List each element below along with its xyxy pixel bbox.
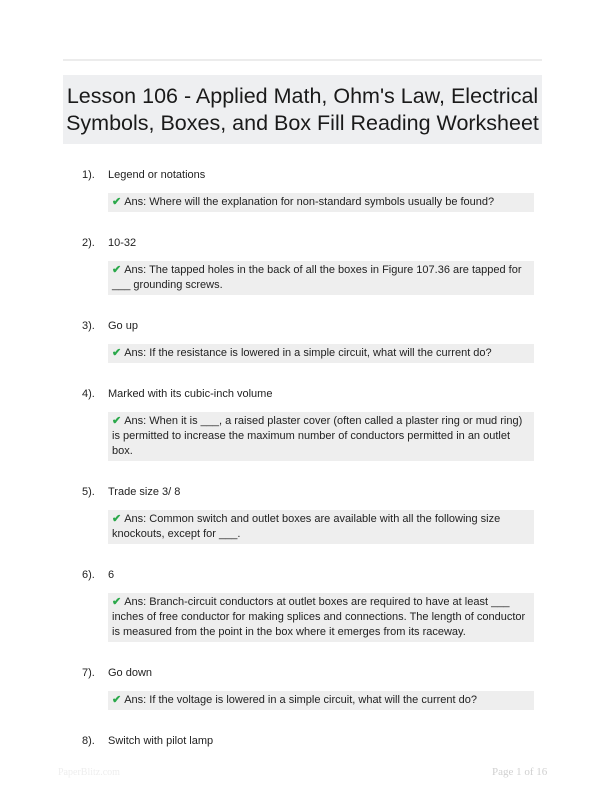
page-title: Lesson 106 - Applied Math, Ohm's Law, Electrical Symbols, Boxes, and Box Fill Reading Worksheet [66, 83, 539, 135]
list-item [0, 567, 606, 642]
checkmark-icon: ✔ [112, 196, 122, 208]
item-number: 7). [82, 667, 95, 679]
checkmark-icon: ✔ [112, 596, 122, 608]
question-row [0, 386, 606, 402]
answer-text: Ans: If the resistance is lowered in a simple circuit, what will the current do? [124, 347, 492, 359]
answer-text: Ans: Where will the explanation for non-standard symbols usually be found? [124, 196, 495, 208]
answer-box [108, 261, 534, 295]
list-item [0, 167, 606, 212]
answer-text: Ans: The tapped holes in the back of all the boxes in Figure 107.36 are tapped for ___ grounding screws. [112, 264, 522, 291]
answer-text: Ans: When it is ___, a raised plaster cover (often called a plaster ring or mud ring) is permitted to increase the maximum number of conductors permitted in an outlet box. [112, 415, 523, 457]
term-text: Legend or notations [108, 169, 206, 181]
item-number: 4). [82, 388, 95, 400]
question-row [0, 484, 606, 500]
checkmark-icon: ✔ [112, 347, 122, 359]
checkmark-icon: ✔ [112, 264, 122, 276]
term-text: Marked with its cubic-inch volume [108, 388, 273, 400]
term-text: 6 [108, 569, 115, 581]
footer-site: PaperBlitz.com [58, 767, 120, 778]
list-item [0, 235, 606, 295]
answer-text: Ans: Branch-circuit conductors at outlet boxes are required to have at least ___ inches of free conductor for making splices and connections. The length of conductor is measured from the point in the box where it emerges from its raceway. [112, 596, 526, 638]
answer-text: Ans: If the voltage is lowered in a simple circuit, what will the current do? [124, 694, 477, 706]
answer-box [108, 193, 534, 212]
answer-box [108, 691, 534, 710]
list-item [0, 386, 606, 461]
item-number: 8). [82, 735, 95, 747]
item-number: 3). [82, 320, 95, 332]
term-text: Switch with pilot lamp [108, 735, 214, 747]
answer-box [108, 510, 534, 544]
top-divider [63, 59, 542, 61]
answer-box [108, 344, 534, 363]
term-text: Trade size 3/ 8 [108, 486, 181, 498]
term-text: Go down [108, 667, 153, 679]
question-row [0, 665, 606, 681]
question-row [0, 567, 606, 583]
item-number: 5). [82, 486, 95, 498]
list-item [0, 665, 606, 710]
question-list [0, 167, 606, 772]
answer-text: Ans: Common switch and outlet boxes are available with all the following size knockouts, except for ___. [112, 513, 501, 540]
item-number: 6). [82, 569, 95, 581]
term-text: 10-32 [108, 237, 137, 249]
term-text: Go up [108, 320, 138, 332]
page-number: Page 1 of 16 [492, 766, 548, 778]
list-item [0, 318, 606, 363]
list-item [0, 484, 606, 544]
item-number: 2). [82, 237, 95, 249]
question-row [0, 318, 606, 334]
item-number: 1). [82, 169, 95, 181]
list-item [0, 733, 606, 749]
checkmark-icon: ✔ [112, 513, 122, 525]
title-banner [63, 75, 542, 144]
answer-box [108, 593, 534, 642]
question-row [0, 235, 606, 251]
checkmark-icon: ✔ [112, 694, 122, 706]
checkmark-icon: ✔ [112, 415, 122, 427]
question-row [0, 733, 606, 749]
question-row [0, 167, 606, 183]
answer-box [108, 412, 534, 461]
